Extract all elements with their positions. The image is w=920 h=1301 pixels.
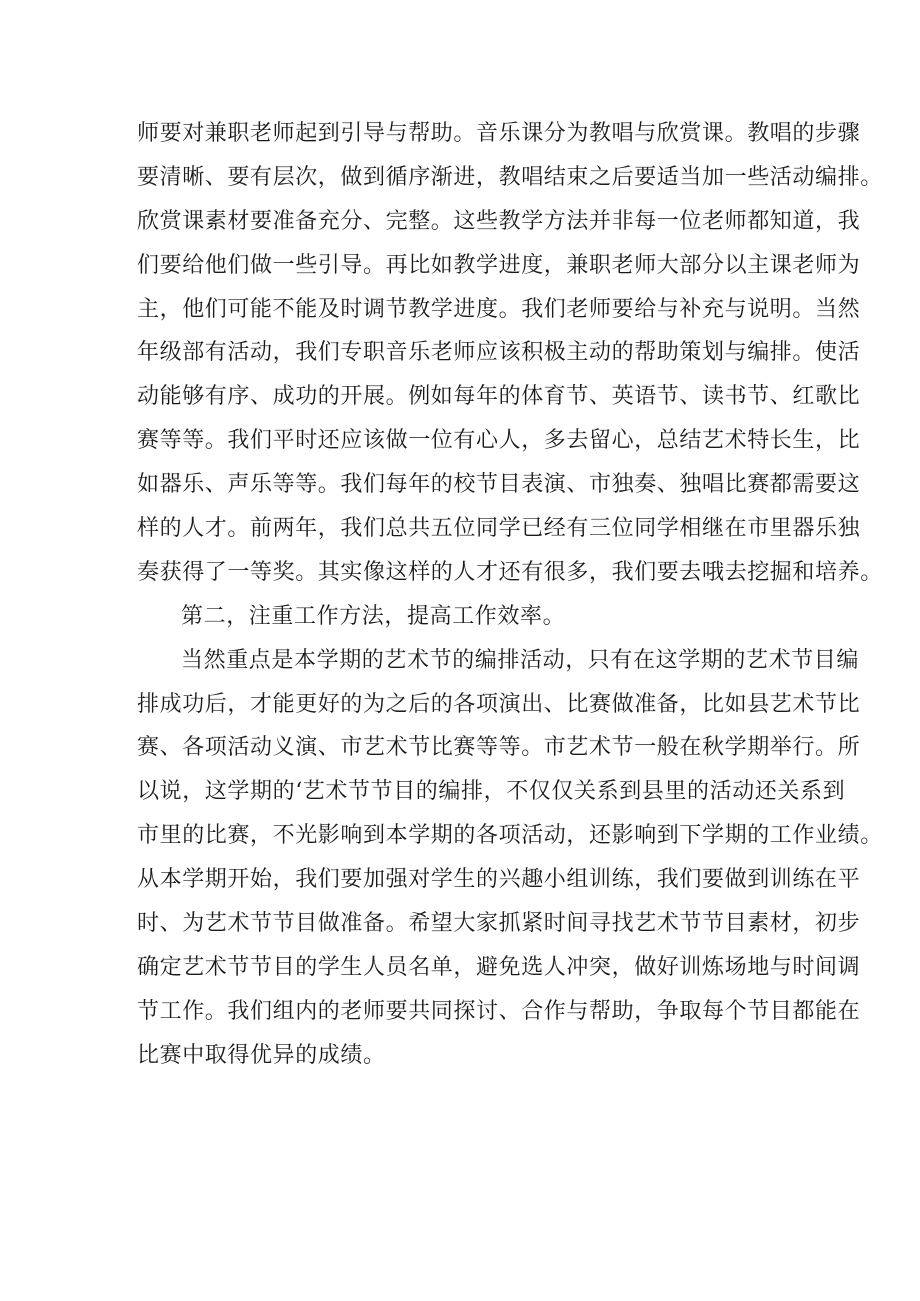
text-line: 比赛中取得优异的成绩。 <box>137 1042 386 1068</box>
text-line: 们要给他们做一些引导。再比如教学进度，兼职老师大部分以主课老师为 <box>137 252 861 278</box>
text-line: 师要对兼职老师起到引导与帮助。音乐课分为教唱与欣赏课。教唱的步骤 <box>137 121 861 146</box>
section-heading: 第二，注重工作方法，提高工作效率。 <box>181 603 566 629</box>
text-line: 欣赏课素材要准备充分、完整。这些教学方法并非每一位老师都知道，我 <box>137 208 861 234</box>
text-line: 赛、各项活动义演、市艺术节比赛等等。市艺术节一般在秋学期举行。所 <box>137 735 861 761</box>
text-line: 主，他们可能不能及时调节教学进度。我们老师要给与补充与说明。当然 <box>137 296 861 322</box>
text-line: 样的人才。前两年，我们总共五位同学已经有三位同学相继在市里器乐独 <box>137 516 861 542</box>
text-line: 奏获得了一等奖。其实像这样的人才还有很多，我们要去哦去挖掘和培养。 <box>137 559 883 585</box>
text-line: 从本学期开始，我们要加强对学生的兴趣小组训练，我们要做到训练在平 <box>137 867 861 893</box>
text-line: 要清晰、要有层次，做到循序渐进，教唱结束之后要适当加一些活动编排。 <box>137 164 883 190</box>
text-line: 市里的比赛，不光影响到本学期的各项活动，还影响到下学期的工作业绩。 <box>137 823 883 849</box>
paragraph-2 <box>137 639 883 1078</box>
text-line: 时、为艺术节节目做准备。希望大家抓紧时间寻找艺术节节目素材，初步 <box>137 911 861 937</box>
text-line: 当然重点是本学期的艺术节的编排活动，只有在这学期的艺术节目编 <box>181 647 860 673</box>
paragraph-1 <box>137 112 883 595</box>
text-line: 以说，这学期的‘艺术节节目的编排，不仅仅关系到县里的活动还关系到 <box>137 779 846 805</box>
text-line: 年级部有活动，我们专职音乐老师应该积极主动的帮助策划与编排。使活 <box>137 340 861 366</box>
text-line: 动能够有序、成功的开展。例如每年的体育节、英语节、读书节、红歌比 <box>137 384 861 410</box>
text-line: 如器乐、声乐等等。我们每年的校节目表演、市独奏、独唱比赛都需要这 <box>137 472 861 498</box>
text-line: 节工作。我们组内的老师要共同探讨、合作与帮助，争取每个节目都能在 <box>137 998 861 1024</box>
text-line: 排成功后，才能更好的为之后的各项演出、比赛做准备，比如县艺术节比 <box>137 691 861 717</box>
text-line: 赛等等。我们平时还应该做一位有心人，多去留心，总结艺术特长生，比 <box>137 428 861 454</box>
text-line: 确定艺术节节目的学生人员名单，避免选人冲突，做好训炼场地与时间调 <box>137 954 861 980</box>
document-body <box>137 112 883 1078</box>
